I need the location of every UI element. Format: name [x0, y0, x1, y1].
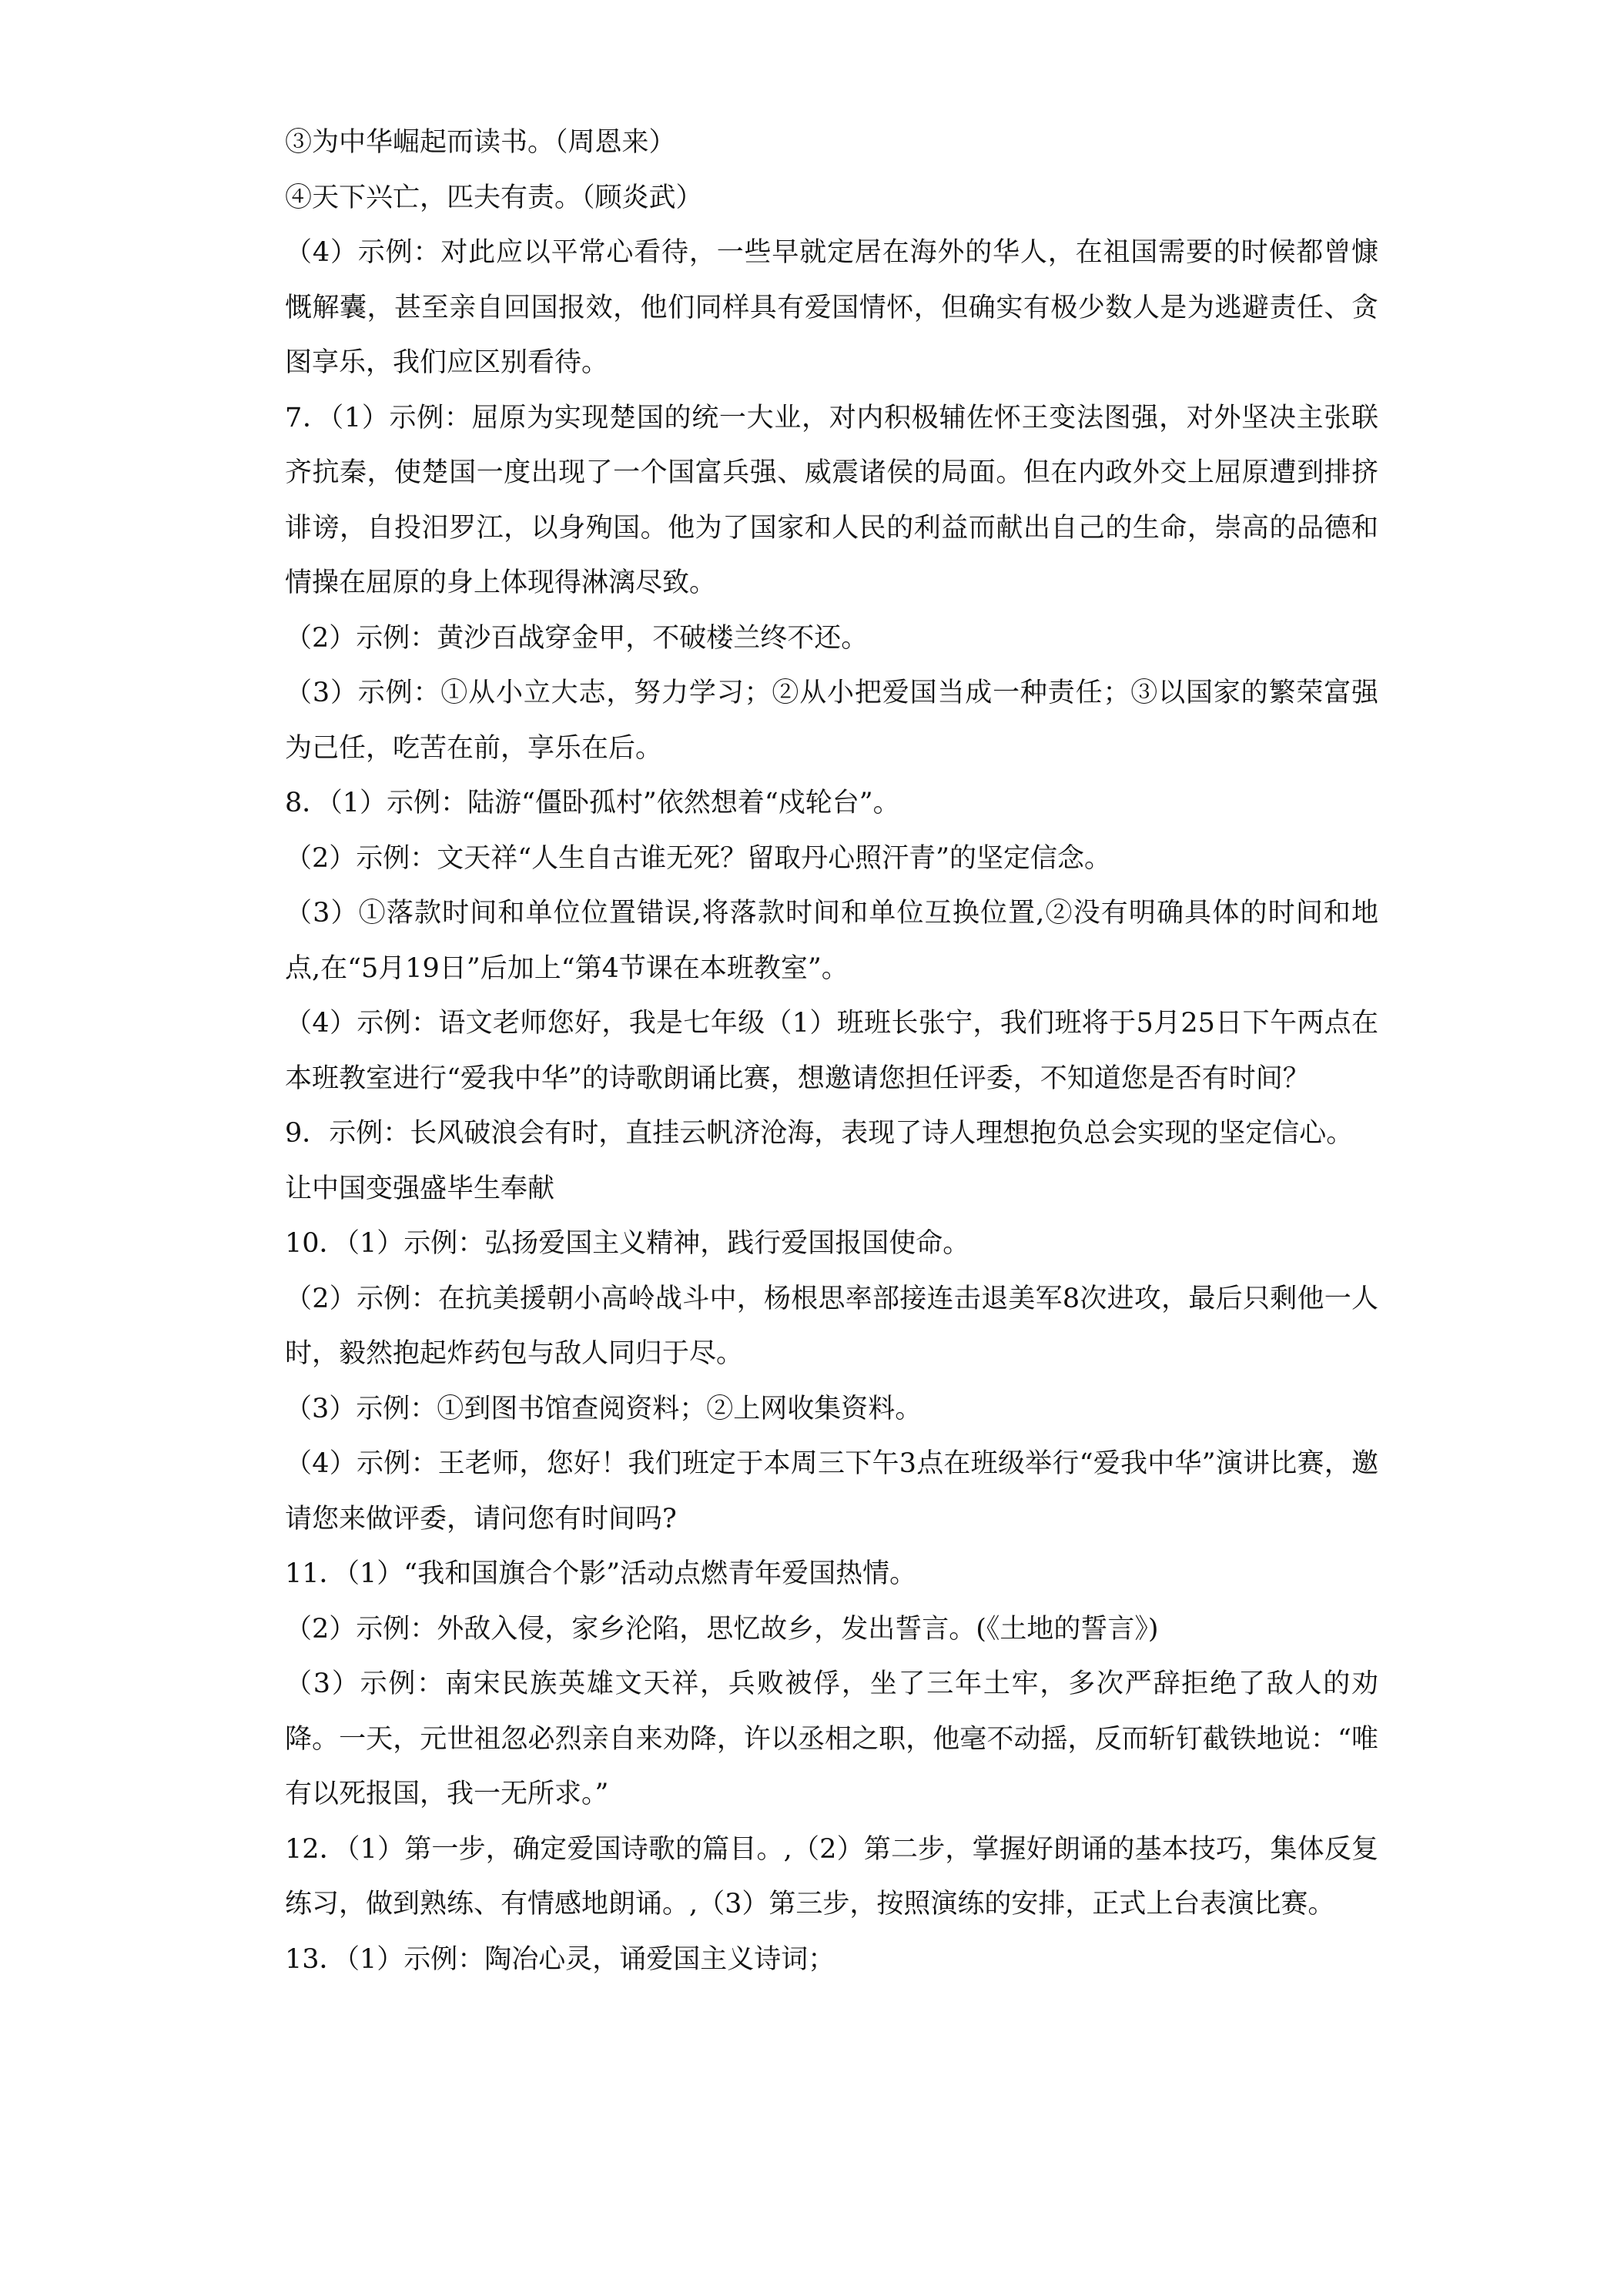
answer-item-q10-2: （2）示例：在抗美援朝小高岭战斗中，杨根思率部接连击退美军8次进攻，最后只剩他一人时，毅然抱起炸药包与敌人同归于尽。: [285, 1283, 1378, 1369]
answer-item-q11-2: （2）示例：外敌入侵，家乡沦陷，思忆故乡，发出誓言。(《土地的誓言》): [285, 1613, 1159, 1645]
answer-item-q8-3: （3）①落款时间和单位位置错误,将落款时间和单位互换位置,②没有明确具体的时间和地点,在“5月19日”后加上“第4节课在本班教室”。: [285, 898, 1378, 984]
answer-item-q10-4: （4）示例：王老师，您好！我们班定于本周三下午3点在班级举行“爱我中华”演讲比赛，邀请您来做评委，请问您有时间吗?: [285, 1448, 1378, 1535]
answer-item-q12: 12．（1）第一步，确定爱国诗歌的篇目。,（2）第二步，掌握好朗诵的基本技巧，集体反复练习，做到熟练、有情感地朗诵。,（3）第三步，按照演练的安排，正式上台表演比赛。: [285, 1833, 1378, 1919]
answer-item-q6-3-c: ③为中华崛起而读书。（周恩来）: [285, 127, 676, 158]
answer-item-q11-3: （3）示例：南宋民族英雄文天祥，兵败被俘，坐了三年土牢，多次严辞拒绝了敌人的劝降。一天，元世祖忽必烈亲自来劝降，许以丞相之职，他毫不动摇，反而斩钉截铁地说：“唯有以死报国，我一无所求。”: [285, 1668, 1378, 1809]
answer-item-q6-4: （4）示例：对此应以平常心看待，一些早就定居在海外的华人，在祖国需要的时候都曾慷慨解囊，甚至亲自回国报效，他们同样具有爱国情怀，但确实有极少数人是为逃避责任、贪图享乐，我们应区别看待。: [285, 237, 1378, 378]
answer-item-q7-2: （2）示例：黄沙百战穿金甲，不破楼兰终不还。: [285, 622, 869, 654]
answer-item-q8-4: （4）示例：语文老师您好，我是七年级（1）班班长张宁，我们班将于5月25日下午两点在本班教室进行“爱我中华”的诗歌朗诵比赛，想邀请您担任评委，不知道您是否有时间？: [285, 1008, 1378, 1094]
answer-item-q10-3: （3）示例：①到图书馆查阅资料；②上网收集资料。: [285, 1393, 922, 1424]
answer-item-q7-3: （3）示例：①从小立大志，努力学习；②从小把爱国当成一种责任；③以国家的繁荣富强为己任，吃苦在前，享乐在后。: [285, 678, 1378, 764]
answer-item-q11-1: 11．（1）“我和国旗合个影”活动点燃青年爱国热情。: [285, 1558, 917, 1589]
answer-item-q6-3-d: ④天下兴亡，匹夫有责。（顾炎武）: [285, 182, 703, 213]
answer-item-q13-1: 13．（1）示例：陶冶心灵，诵爱国主义诗词；: [285, 1943, 835, 1975]
answer-item-q10-1: 10．（1）示例：弘扬爱国主义精神，践行爱国报国使命。: [285, 1228, 970, 1259]
section-heading: 让中国变强盛毕生奉献: [285, 1173, 555, 1204]
answer-item-q8-1: 8．（1）示例：陆游“僵卧孤村”依然想着“戍轮台”。: [285, 788, 900, 818]
answer-item-q9: 9．示例：长风破浪会有时，直挂云帆济沧海，表现了诗人理想抱负总会实现的坚定信心。: [285, 1118, 1354, 1149]
answer-text-body: [285, 115, 1378, 1987]
answer-item-q7-1: 7．（1）示例：屈原为实现楚国的统一大业，对内积极辅佐怀王变法图强，对外坚决主张联齐抗秦，使楚国一度出现了一个国富兵强、威震诸侯的局面。但在内政外交上屈原遭到排挤诽谤，自投汨罗江，以身殉国。他为了国家和人民的利益而献出自己的生命，崇高的品德和情操在屈原的身上体现得淋漓尽致。: [285, 402, 1378, 598]
answer-item-q8-2: （2）示例：文天祥“人生自古谁无死？留取丹心照汗青”的坚定信念。: [285, 842, 1112, 874]
